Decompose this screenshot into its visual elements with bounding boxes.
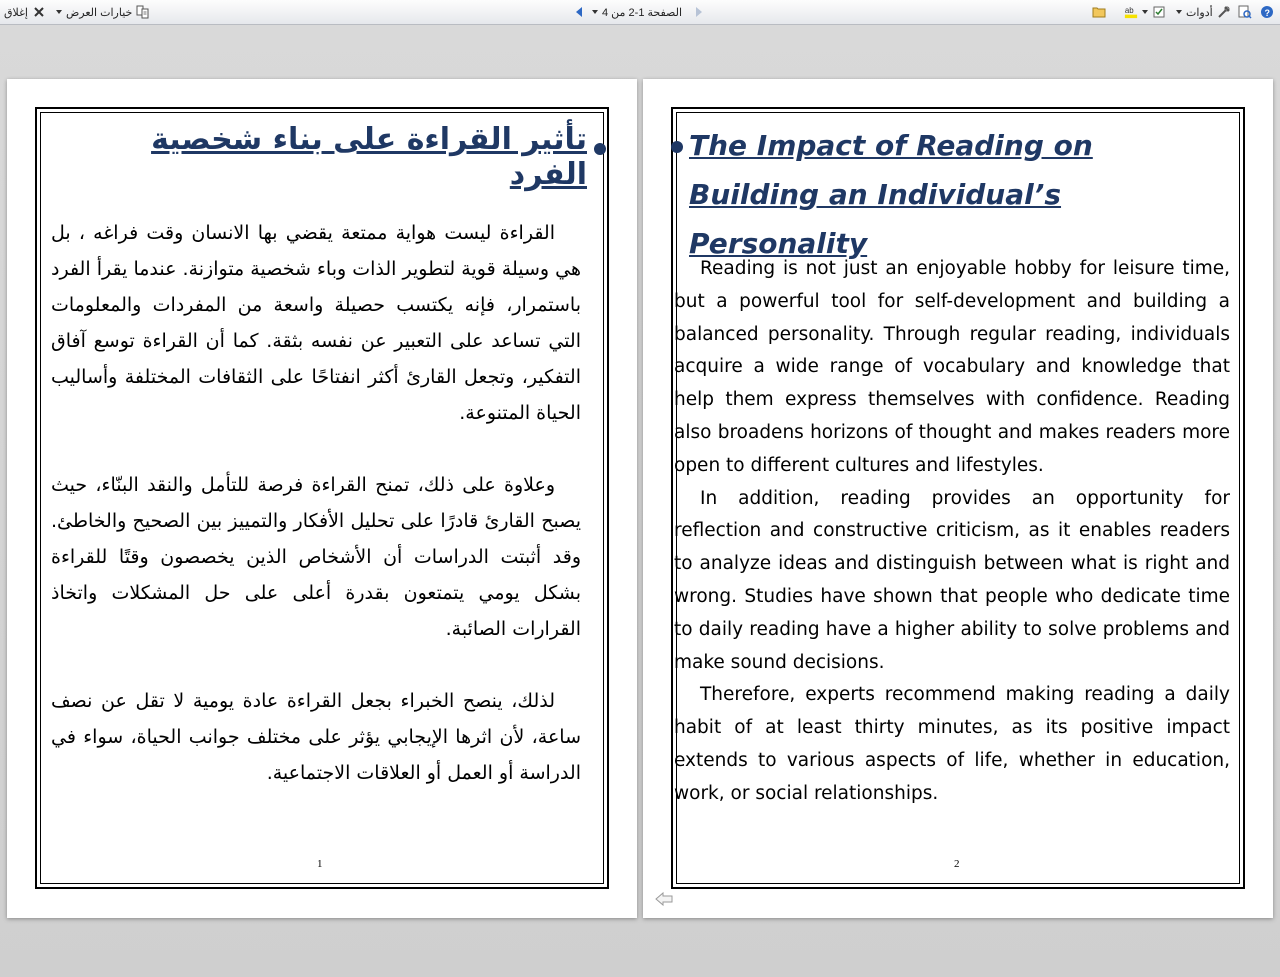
highlight-icon — [1124, 5, 1138, 19]
close-icon — [32, 5, 46, 19]
back-arrow-icon[interactable] — [654, 891, 674, 907]
body-text — [51, 215, 581, 827]
folder-button[interactable] — [1092, 0, 1106, 24]
view-options-button[interactable] — [56, 0, 150, 24]
page-indicator: الصفحة 1-2 من 4 — [602, 6, 683, 19]
arrow-left-icon — [572, 5, 586, 19]
spelling-button[interactable] — [1152, 0, 1166, 24]
chevron-down-icon — [592, 10, 598, 14]
body-text — [674, 253, 1230, 811]
bullet-icon — [671, 141, 683, 153]
paragraph: وعلاوة على ذلك، تمنح القراءة فرصة للتأمل والنقد البنّاء، حيث يصبح القارئ قادرًا على تحليل الأفكار والتمييز بين الصحيح والخاطئ. وقد أثبتت الدراسات أن الأشخاص الذين يخصصون وقتًا للقراءة بشكل يومي يتمتعون بقدرة أعلى على حل المشكلات واتخاذ القرارات الصائبة. — [51, 474, 581, 640]
search-icon — [1238, 5, 1252, 19]
arrow-right-icon — [692, 5, 706, 19]
view-options-icon — [136, 5, 150, 19]
view-options-label: خيارات العرض — [66, 6, 133, 19]
spelling-icon — [1152, 5, 1166, 19]
page-number: 1 — [317, 858, 323, 870]
close-button[interactable] — [4, 0, 46, 24]
svg-text:?: ? — [1264, 8, 1270, 18]
paragraph: Therefore, experts recommend making reading a daily habit of at least thirty minutes, as its positive impact extends to various aspects of life, whether in education, work, or social relationships. — [674, 684, 1230, 804]
chevron-down-icon — [56, 10, 62, 14]
paragraph: القراءة ليست هواية ممتعة يقضي بها الانسان وقت فراغه ، بل هي وسيلة قوية لتطوير الذات وباء شخصية متوازنة. عندما يقرأ الفرد باستمرار، فإنه يكتسب حصيلة واسعة من المفردات والمعلومات التي تساعد على التعبير عن نفسه بثقة. كما أن القراءة توسع آفاق التفكير، وتجعل القارئ أكثر انفتاحًا على الثقافات المختلفة وأساليب الحياة المتنوعة. — [51, 222, 581, 424]
tools-icon — [1217, 5, 1231, 19]
close-label: إغلاق — [4, 6, 28, 19]
help-button[interactable] — [1260, 0, 1274, 24]
paragraph: Reading is not just an enjoyable hobby for leisure time, but a powerful tool for self-development and building a balanced personality. Through regular reading, individuals acquire a wide range of vocabulary and knowledge that help them express themselves with confidence. Reading also broadens horizons of thought and makes readers more open to different cultures and lifestyles. — [674, 258, 1230, 476]
next-page-button[interactable] — [692, 0, 706, 24]
help-icon — [1260, 5, 1274, 19]
page-1 — [7, 79, 637, 918]
page-title: The Impact of Reading on Building an Individual’s Personality — [689, 129, 1093, 260]
page-number: 2 — [954, 858, 960, 870]
svg-text:ab: ab — [1124, 5, 1134, 15]
page-indicator-dropdown[interactable] — [592, 0, 682, 24]
tools-label: أدوات — [1186, 6, 1213, 19]
page-2 — [643, 79, 1273, 918]
paragraph: In addition, reading provides an opportunity for reflection and constructive criticism, as it enables readers to analyze ideas and distinguish between what is right and wrong. Studies have shown that people who dedicate time to daily reading have a higher ability to solve problems and make sound decisions. — [674, 487, 1230, 673]
chevron-down-icon — [1142, 10, 1148, 14]
search-button[interactable] — [1238, 0, 1252, 24]
chevron-down-icon — [1176, 10, 1182, 14]
paragraph: لذلك، ينصح الخبراء بجعل القراءة عادة يومية لا تقل عن نصف ساعة، لأن اثرها الإيجابي يؤثر على مختلف جوانب الحياة، سواء في الدراسة أو العمل أو العلاقات الاجتماعية. — [51, 690, 581, 784]
highlight-button[interactable] — [1124, 0, 1148, 24]
reading-toolbar — [0, 0, 1280, 25]
bullet-icon — [594, 143, 606, 155]
page-title: تأثير القراءة على بناء شخصية الفرد — [151, 122, 587, 192]
tools-menu[interactable] — [1176, 0, 1231, 24]
prev-page-button[interactable] — [572, 0, 586, 24]
folder-icon — [1092, 5, 1106, 19]
